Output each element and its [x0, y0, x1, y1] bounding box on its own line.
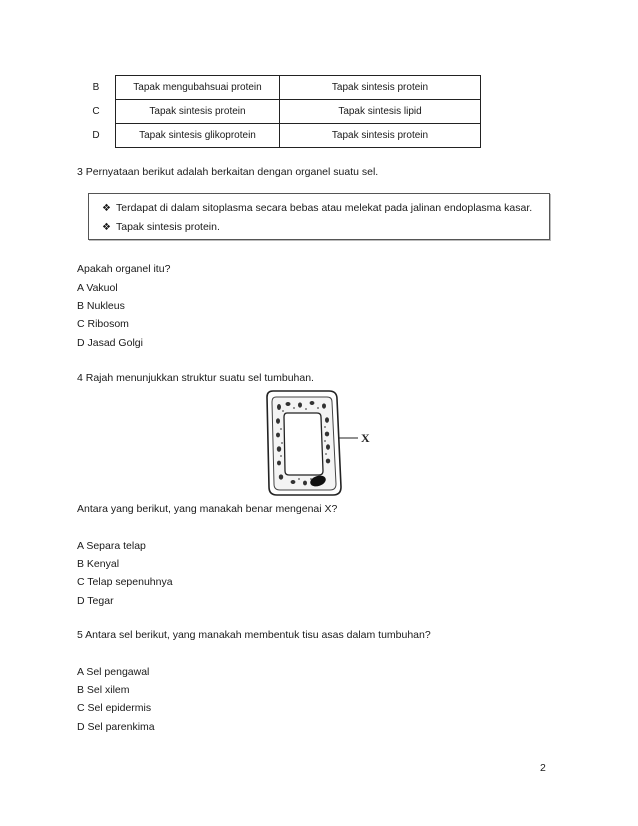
option-c: C Sel epidermis	[77, 702, 152, 714]
question-5-stem: 5 Antara sel berikut, yang manakah membentuk tisu asas dalam tumbuhan?	[77, 629, 431, 641]
option-label: B	[92, 82, 100, 93]
option-d: D Sel parenkima	[77, 721, 155, 733]
diamond-bullet-icon: ❖	[102, 222, 111, 233]
page-number: 2	[540, 762, 546, 774]
option-b: B Nukleus	[77, 300, 125, 312]
question-3-stem: 3 Pernyataan berikut adalah berkaitan dengan organel suatu sel.	[77, 166, 379, 178]
option-b: B Kenyal	[77, 558, 120, 570]
statement-box	[88, 193, 550, 240]
option-d: D Jasad Golgi	[77, 337, 143, 349]
diamond-bullet-icon: ❖	[102, 203, 111, 214]
option-label: D	[92, 130, 100, 141]
option-a: A Sel pengawal	[77, 666, 150, 678]
table-cell: Tapak mengubahsuai protein	[116, 76, 280, 100]
table-cell: Tapak sintesis glikoprotein	[116, 124, 280, 148]
table-row	[77, 100, 481, 124]
options-table	[77, 75, 481, 148]
option-a: A Vakuol	[77, 282, 118, 294]
table-cell: Tapak sintesis protein	[280, 124, 481, 148]
option-d: D Tegar	[77, 595, 114, 607]
statement-item	[102, 202, 532, 214]
statement-item	[102, 221, 220, 233]
option-a: A Separa telap	[77, 540, 146, 552]
question-4-question: Antara yang berikut, yang manakah benar mengenai X?	[77, 503, 338, 515]
table-row	[77, 76, 481, 100]
option-b: B Sel xilem	[77, 684, 130, 696]
option-c: C Telap sepenuhnya	[77, 576, 173, 588]
table-row	[77, 124, 481, 148]
statement-text: Tapak sintesis protein.	[116, 221, 220, 233]
plant-cell-diagram	[255, 385, 385, 500]
option-label: C	[92, 106, 100, 117]
vacuole	[284, 413, 323, 475]
option-c: C Ribosom	[77, 318, 129, 330]
figure-label-x: X	[361, 431, 370, 445]
table-cell: Tapak sintesis protein	[280, 76, 481, 100]
table-cell: Tapak sintesis lipid	[280, 100, 481, 124]
question-4-stem: 4 Rajah menunjukkan struktur suatu sel tumbuhan.	[77, 372, 314, 384]
question-3-question: Apakah organel itu?	[77, 263, 171, 275]
table-cell: Tapak sintesis protein	[116, 100, 280, 124]
statement-text: Terdapat di dalam sitoplasma secara bebas atau melekat pada jalinan endoplasma kasar.	[116, 202, 533, 214]
